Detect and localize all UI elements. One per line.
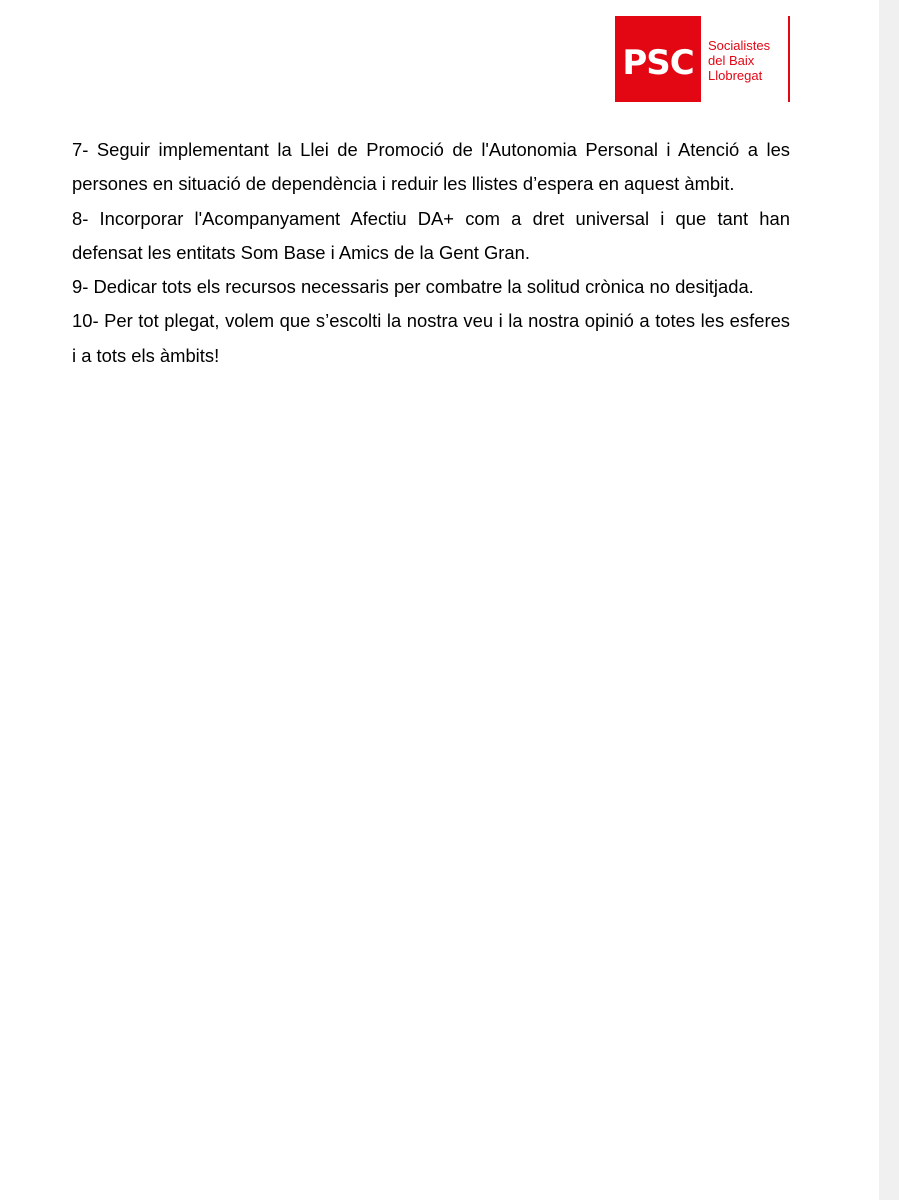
paragraph-item-8: 8- Incorporar l'Acompanyament Afectiu DA+ com a dret universal i que tant han defensat les entitats Som Base i Amics de la Gent Gran. <box>72 207 790 263</box>
document-body <box>72 133 790 373</box>
logo-name-line-3: Llobregat <box>708 68 763 83</box>
logo-organization-name <box>708 38 770 83</box>
logo-name-line-2: del Baix <box>708 53 755 68</box>
psc-logo <box>615 16 795 104</box>
paragraph-item-9: 9- Dedicar tots els recursos necessaris per combatre la solitud crònica no desitjada. <box>72 276 754 298</box>
logo-name-line-1: Socialistes <box>708 38 771 53</box>
logo-red-box <box>615 16 701 102</box>
logo-acronym: PSC <box>622 43 694 83</box>
page-edge <box>879 0 899 1200</box>
logo-divider <box>788 16 790 102</box>
paragraph-item-7: 7- Seguir implementant la Llei de Promoció de l'Autonomia Personal i Atenció a les persones en situació de dependència i reduir les llistes d’espera en aquest àmbit. <box>72 139 790 195</box>
paragraph-item-10: 10- Per tot plegat, volem que s’escolti la nostra veu i la nostra opinió a totes les esferes i a tots els àmbits! <box>72 310 790 366</box>
